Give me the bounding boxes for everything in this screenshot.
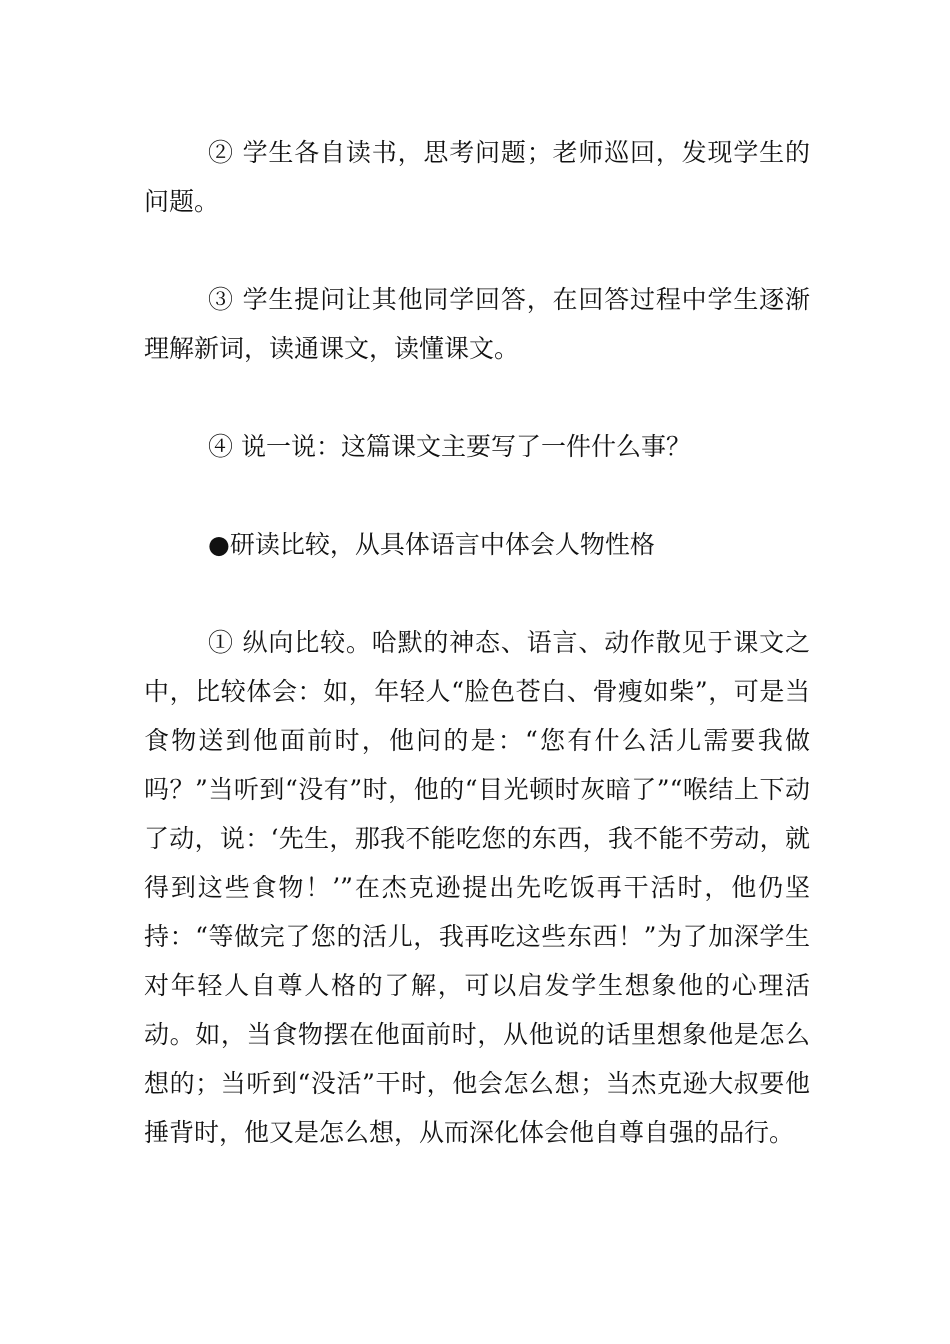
section-heading: ●研读比较，从具体语言中体会人物性格 [208, 530, 655, 559]
paragraph-step-4: ④ 说一说：这篇课文主要写了一件什么事？ [208, 432, 691, 461]
paragraph-comparison: ① 纵向比较。哈默的神态、语言、动作散见于课文之中，比较体会：如，年轻人“脸色苍白、骨瘦如柴”，可是当食物送到他面前时，他问的是：“您有什么活儿需要我做吗？”当听到“没有”时，他的“目光顿时灰暗了”“喉结上下动了动，说：‘先生，那我不能吃您的东西，我不能不劳动，就得到这些食物！’”在杰克逊提出先吃饭再干活时，他仍坚持：“等做完了您的活儿，我再吃这些东西！”为了加深学生对年轻人自尊人格的了解，可以启发学生想象他的心理活动。如，当食物摆在他面前时，从他说的话里想象他是怎么想的；当听到“没活”干时，他会怎么想；当杰克逊大叔要他捶背时，他又是怎么想，从而深化体会他自尊自强的品行。 [144, 628, 810, 1147]
paragraph-step-3: ③ 学生提问让其他同学回答，在回答过程中学生逐渐理解新词，读通课文，读懂课文。 [144, 285, 810, 363]
paragraph-step-2: ② 学生各自读书，思考问题；老师巡回，发现学生的问题。 [144, 138, 810, 216]
document-body [144, 128, 810, 1157]
